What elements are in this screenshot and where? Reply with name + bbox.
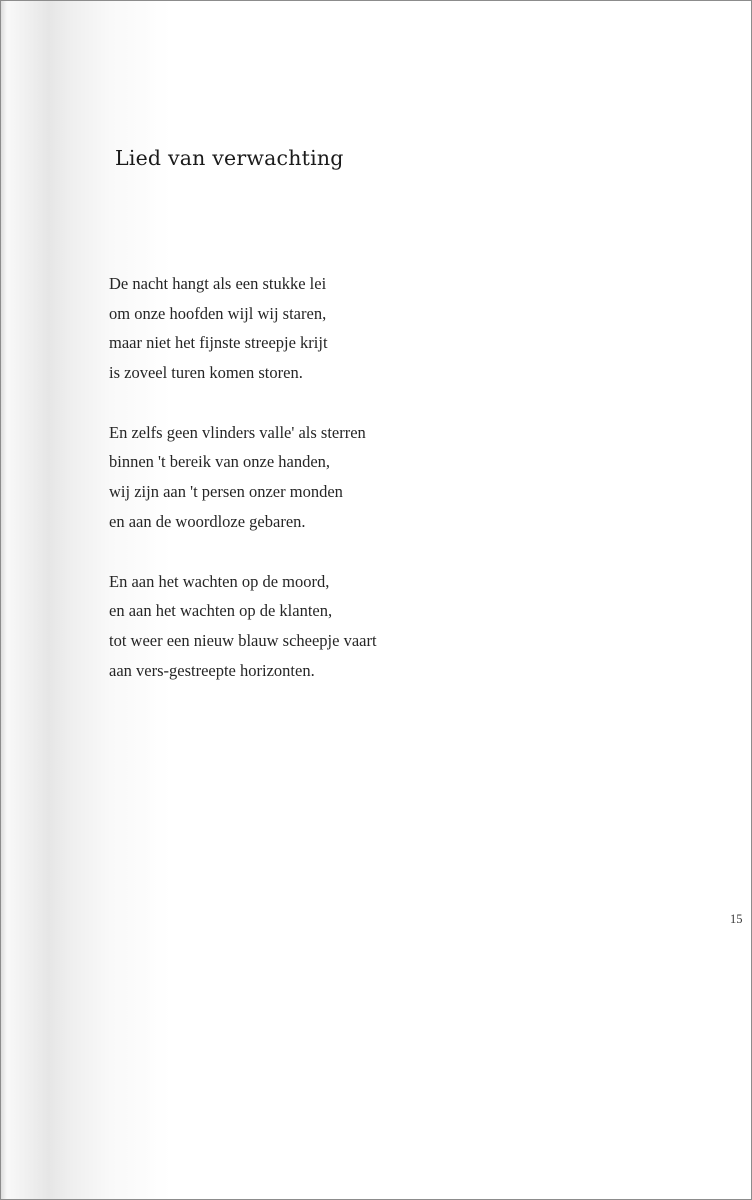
- poem-line: En aan het wachten op de moord,: [109, 571, 330, 591]
- poem-line: tot weer een nieuw blauw scheepje vaart: [109, 630, 377, 650]
- poem-line: En zelfs geen vlinders valle' als sterren: [109, 422, 366, 442]
- stanza-2: [109, 418, 509, 537]
- poem-line: om onze hoofden wijl wij staren,: [109, 303, 327, 323]
- poem-line: is zoveel turen komen storen.: [109, 363, 303, 383]
- poem-line: De nacht hangt als een stukke lei: [109, 274, 327, 293]
- stanza-1: [109, 269, 509, 388]
- poem-line: binnen 't bereik van onze handen,: [109, 452, 331, 472]
- poem-line: maar niet het fijnste streepje krijt: [109, 333, 328, 353]
- poem-title: Lied van verwachting: [115, 146, 344, 170]
- poem-body: [109, 269, 509, 715]
- poem-line: wij zijn aan 't persen onzer monden: [109, 482, 343, 502]
- stanza-3: [109, 567, 509, 686]
- poem-line: aan vers-gestreepte horizonten.: [109, 660, 315, 680]
- page-number: 15: [730, 912, 743, 926]
- page-gutter-shadow: [1, 1, 7, 1199]
- poem-line: en aan de woordloze gebaren.: [109, 511, 306, 531]
- poem-line: en aan het wachten op de klanten,: [109, 601, 333, 621]
